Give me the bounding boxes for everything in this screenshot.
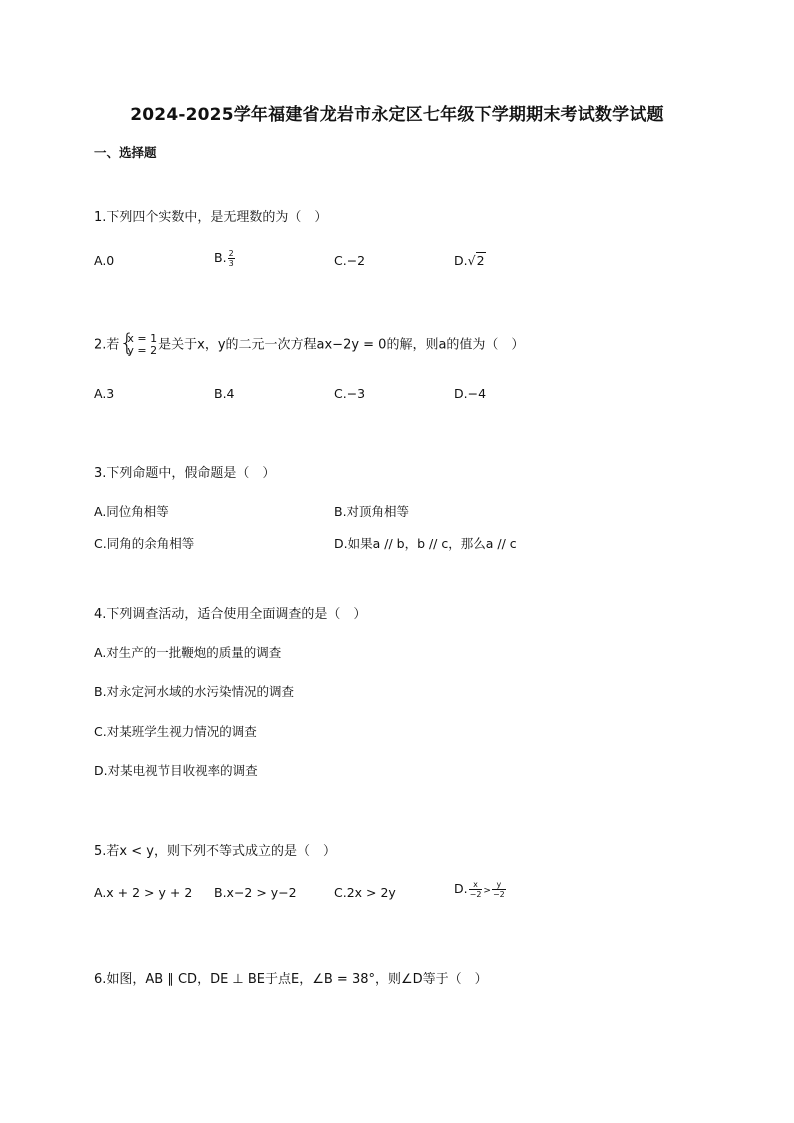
- question-4-option-d: D.对某电视节目收视率的调查: [94, 763, 258, 778]
- left-brace-icon: {: [119, 329, 135, 357]
- page-title: 2024-2025学年福建省龙岩市永定区七年级下学期期末考试数学试题: [130, 105, 664, 125]
- fraction-denominator: 3: [228, 259, 234, 268]
- question-5-option-c: C.2x > 2y: [334, 885, 396, 900]
- question-2-stem: [94, 329, 525, 357]
- question-5-option-a: A.x + 2 > y + 2: [94, 885, 193, 900]
- option-d-label: D.: [454, 253, 468, 268]
- square-root: [468, 253, 486, 268]
- option-b-label: B.: [214, 250, 227, 265]
- question-4-option-c: C.对某班学生视力情况的调查: [94, 724, 257, 739]
- fraction-denominator: −2: [492, 890, 505, 899]
- question-1-option-d: [454, 253, 486, 268]
- question-4-stem: 4.下列调查活动，适合使用全面调查的是（ ）: [94, 607, 367, 622]
- fraction-numerator: 2: [228, 249, 234, 258]
- equation-1: x = 1: [127, 332, 158, 345]
- question-4-option-b: B.对永定河水域的水污染情况的调查: [94, 684, 295, 699]
- question-1-stem: 1.下列四个实数中，是无理数的为（ ）: [94, 210, 328, 225]
- question-1-option-a: A.0: [94, 253, 115, 268]
- fraction-numerator: x: [469, 880, 483, 890]
- option-d-label: D.: [454, 881, 468, 896]
- question-2-suffix: 是关于x，y的二元一次方程ax−2y = 0的解，则a的值为（ ）: [158, 337, 525, 353]
- question-2-option-b: B.4: [214, 386, 235, 401]
- equation-2: y = 2: [127, 344, 158, 357]
- section-heading: 一、选择题: [94, 145, 157, 160]
- question-1-option-b: [214, 249, 236, 268]
- fraction: [228, 249, 235, 268]
- fraction-right: [492, 880, 506, 899]
- question-3-option-a: A.同位角相等: [94, 504, 169, 519]
- question-4-option-a: A.对生产的一批鞭炮的质量的调查: [94, 645, 282, 660]
- question-3-option-b: B.对顶角相等: [334, 504, 410, 519]
- radicand: 2: [476, 253, 485, 268]
- question-2-option-a: A.3: [94, 386, 115, 401]
- question-2-option-c: C.−3: [334, 386, 366, 401]
- radical-sign-icon: √: [467, 253, 476, 268]
- fraction-left: [469, 880, 483, 899]
- question-6-stem: 6.如图，AB ∥ CD，DE ⊥ BE于点E，∠B = 38°，则∠D等于（ ）: [94, 972, 488, 987]
- question-5-option-d: [454, 880, 507, 899]
- equation-system: [119, 329, 158, 357]
- greater-than-sign: >: [483, 886, 491, 896]
- question-3-option-c: C.同角的余角相等: [94, 536, 195, 551]
- question-1-option-c: C.−2: [334, 253, 366, 268]
- question-5-option-b: B.x−2 > y−2: [214, 885, 297, 900]
- fraction-denominator: −2: [469, 890, 482, 899]
- question-2-prefix: 2.若: [94, 337, 120, 353]
- question-3-stem: 3.下列命题中，假命题是（ ）: [94, 466, 276, 481]
- question-3-option-d: D.如果a // b，b // c，那么a // c: [334, 536, 517, 551]
- fraction-numerator: y: [492, 880, 506, 890]
- question-5-stem: 5.若x < y，则下列不等式成立的是（ ）: [94, 844, 336, 859]
- question-2-option-d: D.−4: [454, 386, 487, 401]
